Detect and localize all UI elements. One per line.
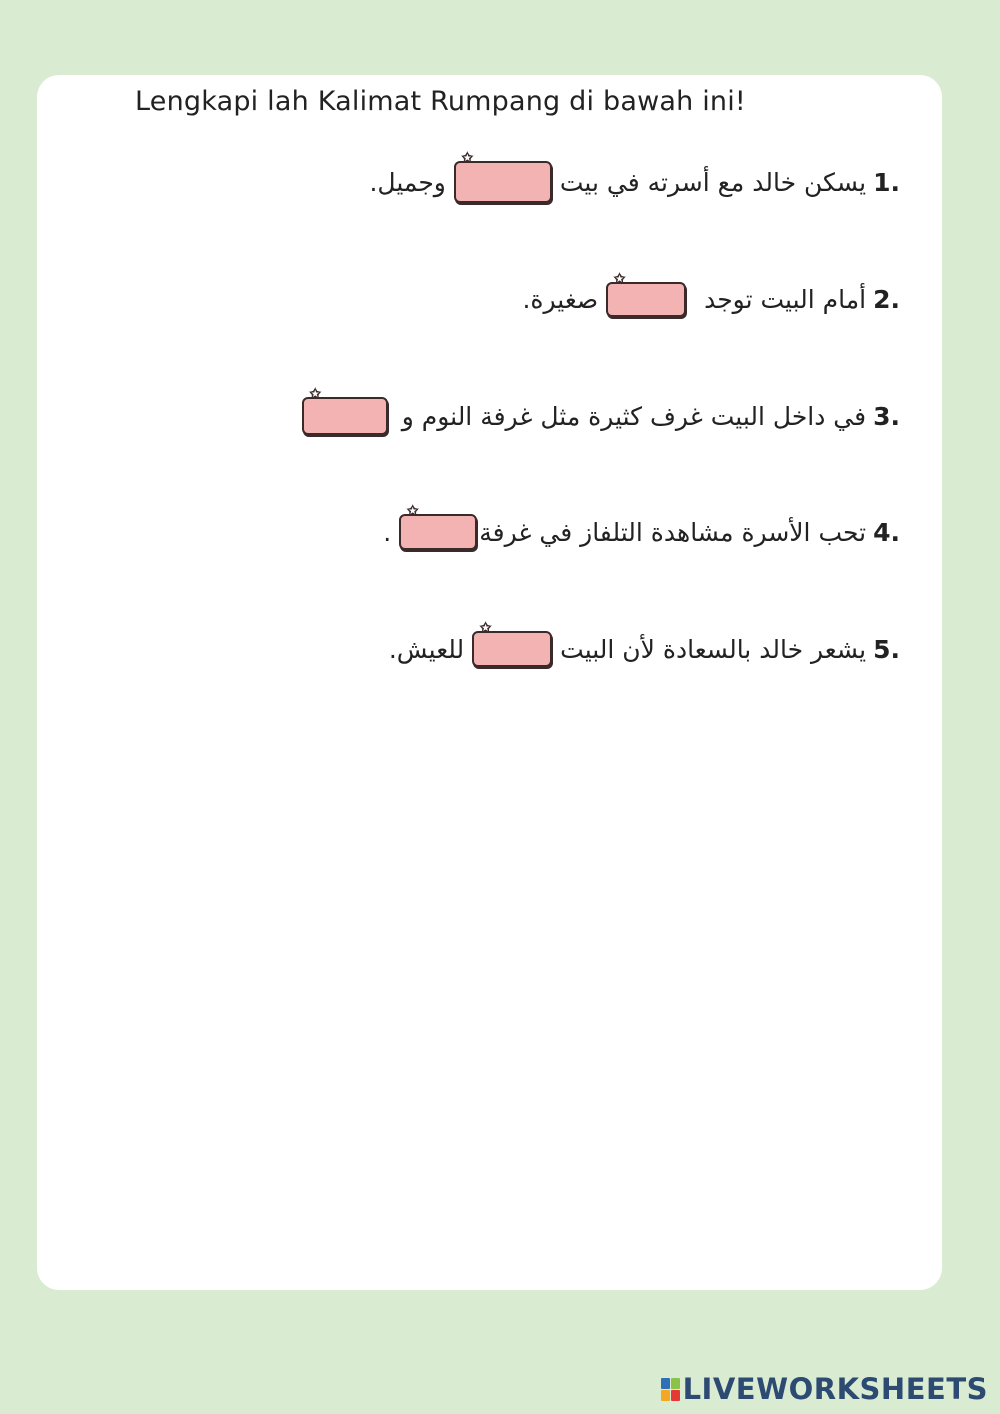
question-number: 2. (873, 284, 900, 314)
question-text-before: تحب الأسرة مشاهدة التلفاز في غرفة (479, 517, 867, 547)
question-text-before: أمام البيت توجد (704, 284, 867, 314)
answer-blank-3[interactable] (302, 387, 388, 435)
star-icon: ✩ (407, 504, 419, 519)
answer-blank-4[interactable] (399, 504, 477, 550)
question-number: 3. (873, 401, 900, 431)
question-number: 4. (873, 517, 900, 547)
worksheet-title: Lengkapi lah Kalimat Rumpang di bawah ini! (135, 86, 746, 117)
question-4 (383, 504, 900, 555)
star-icon: ✩ (461, 151, 473, 166)
question-text-after: للعيش. (388, 634, 465, 664)
question-number: 1. (873, 167, 900, 197)
worksheet-card (37, 75, 942, 1290)
answer-blank-1[interactable] (454, 151, 552, 203)
question-3 (294, 387, 900, 439)
liveworksheets-logo (661, 1372, 988, 1406)
star-icon: ✩ (480, 621, 492, 636)
logo-mark-icon (661, 1378, 680, 1401)
question-2 (522, 271, 900, 322)
question-text-before: يشعر خالد بالسعادة لأن البيت (560, 634, 867, 664)
question-text-after: صغيرة. (522, 284, 599, 314)
question-text-before: في داخل البيت غرف كثيرة مثل غرفة النوم و (401, 401, 867, 431)
question-text-before: يسكن خالد مع أسرته في بيت (559, 167, 867, 197)
question-number: 5. (873, 634, 900, 664)
star-icon: ✩ (614, 271, 626, 287)
brand-name: LIVEWORKSHEETS (682, 1372, 988, 1406)
answer-blank-5[interactable] (472, 621, 552, 667)
answer-blank-2[interactable] (606, 271, 686, 317)
question-1 (369, 151, 900, 205)
question-5 (388, 621, 900, 672)
question-text-after: . (383, 517, 392, 547)
star-icon: ✩ (309, 387, 321, 402)
question-text-after: وجميل. (369, 167, 446, 197)
